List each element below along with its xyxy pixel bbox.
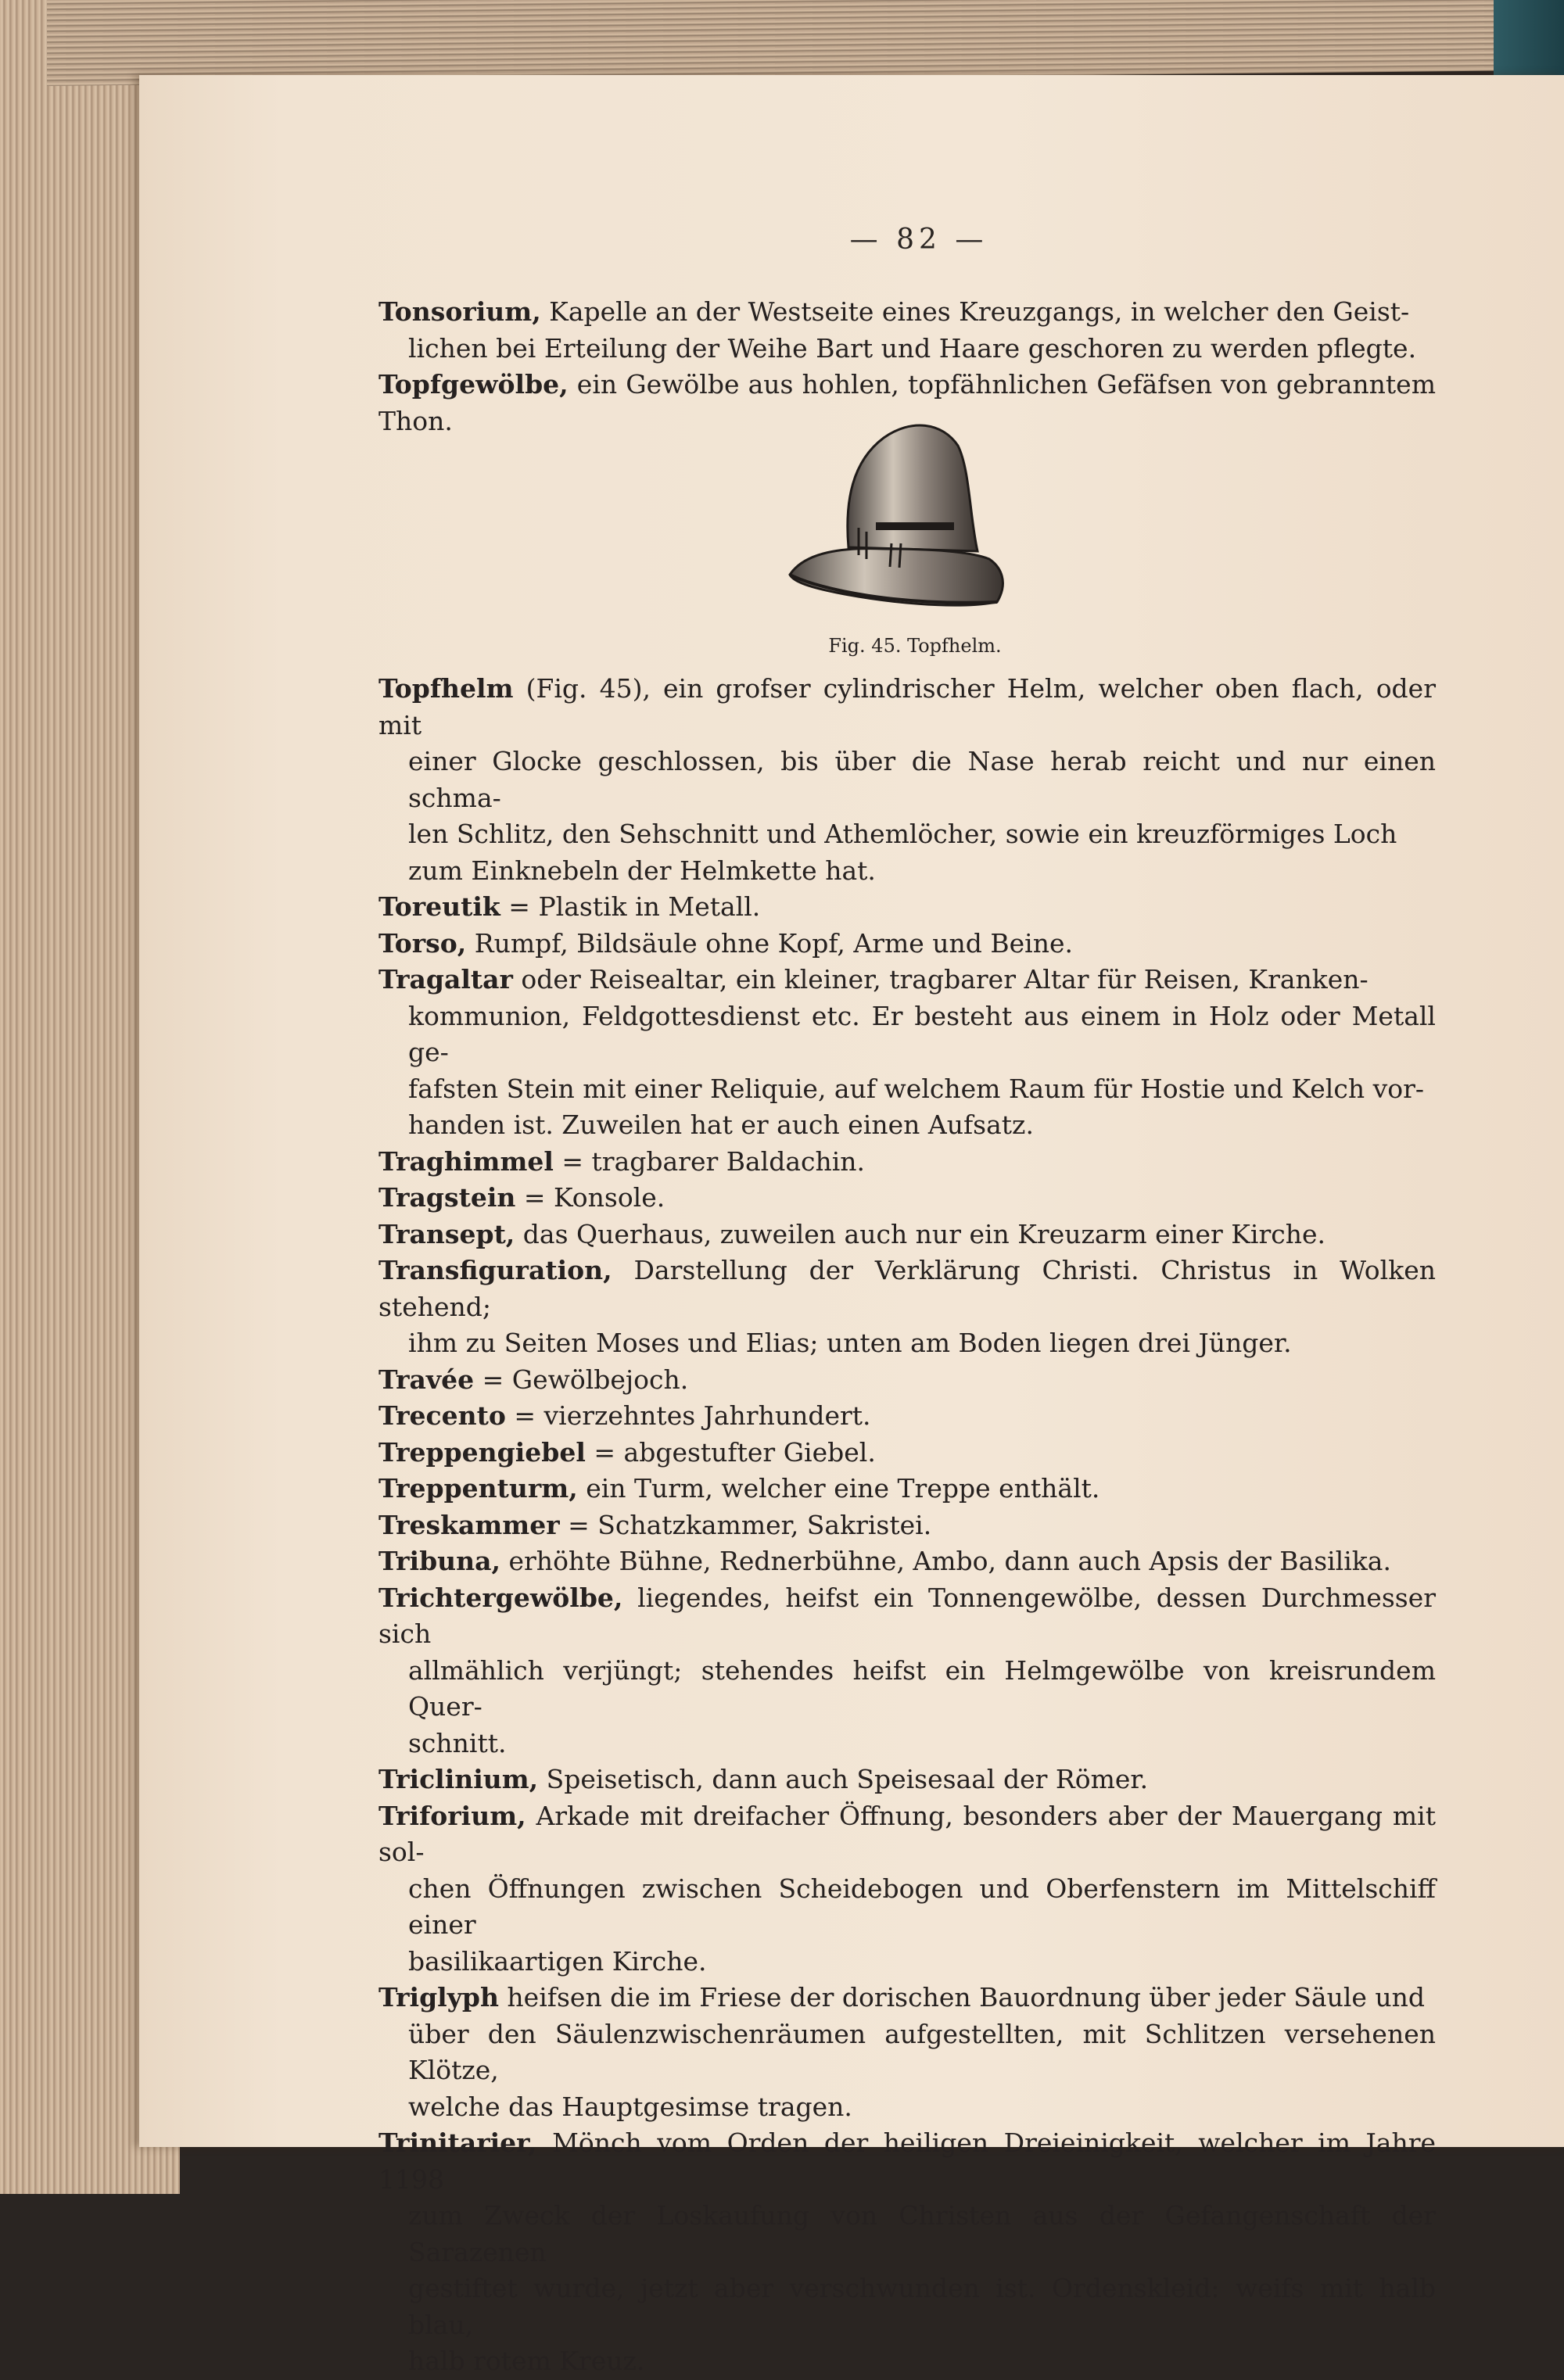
entry-text: (Fig. 45), ein grofser cylindrischer Helm, welcher oben flach, oder mit xyxy=(378,673,1436,740)
glossary-entry xyxy=(378,1144,1436,1181)
entry-text: fafsten Stein mit einer Reliquie, auf welchem Raum für Hostie und Kelch vor- xyxy=(408,1073,1425,1104)
entry-term: Treskammer xyxy=(378,1509,560,1540)
entry-term: Treppenturm, xyxy=(378,1473,578,1504)
entry-text: chen Öffnungen zwischen Scheidebogen und Oberfenstern im Mittelschiff einer xyxy=(408,1873,1436,1940)
entry-text: ein Turm, welcher eine Treppe enthält. xyxy=(577,1473,1100,1504)
glossary-entry xyxy=(378,1507,1436,1544)
entry-text: ein Gewölbe aus hohlen, topfähnlichen Gefäfsen von gebranntem Thon. xyxy=(378,369,1436,436)
entry-text: = Plastik in Metall. xyxy=(500,891,761,922)
entry-text: len Schlitz, den Sehschnitt und Athemlöcher, sowie ein kreuzförmiges Loch xyxy=(408,819,1397,849)
entry-term: Traghimmel xyxy=(378,1145,554,1177)
entry-text: Kapelle an der Westseite eines Kreuzgangs, in welcher den Geist- xyxy=(540,296,1410,327)
entry-text: ihm zu Seiten Moses und Elias; unten am Boden liegen drei Jünger. xyxy=(408,1328,1292,1358)
entry-text: Arkade mit dreifacher Öffnung, besonders aber der Mauergang mit sol- xyxy=(378,1800,1436,1867)
entry-term: Transfiguration, xyxy=(378,1255,612,1285)
glossary-entry xyxy=(378,671,1436,889)
glossary-entry xyxy=(378,1580,1436,1762)
entry-text: heifsen die im Friese der dorischen Bauordnung über jeder Säule und xyxy=(498,1982,1426,2013)
entry-text: erhöhte Bühne, Rednerbühne, Ambo, dann auch Apsis der Basilika. xyxy=(500,1546,1391,1576)
entry-term: Triclinium, xyxy=(378,1764,539,1794)
page-edges-top xyxy=(47,0,1564,86)
entry-text: lichen bei Erteilung der Weihe Bart und Haare geschoren zu werden pflegte. xyxy=(408,332,1417,364)
entry-text: halb rotem Kreuz. xyxy=(408,2346,645,2376)
figure-caption: Fig. 45. Topfhelm. xyxy=(828,635,1002,657)
glossary-entry xyxy=(378,962,1436,1144)
glossary-entry xyxy=(378,1362,1436,1399)
entry-term: Trichtergewölbe, xyxy=(378,1582,623,1613)
entry-text: kommunion, Feldgottesdienst etc. Er besteht aus einem in Holz oder Metall ge- xyxy=(408,1000,1436,1067)
binding-tape xyxy=(1494,0,1564,86)
entry-text: handen ist. Zuweilen hat er auch einen Aufsatz. xyxy=(408,1109,1034,1140)
entry-text: zum Einknebeln der Helmkette hat. xyxy=(408,855,876,886)
entry-text: = tragbarer Baldachin. xyxy=(553,1145,866,1177)
page-number: — 82 — xyxy=(849,224,988,256)
entry-text: welche das Hauptgesimse tragen. xyxy=(408,2091,852,2122)
glossary-entry xyxy=(378,1543,1436,1580)
entry-text: über den Säulenzwischenräumen aufgestellten, mit Schlitzen versehenen Klötze, xyxy=(408,2018,1436,2085)
glossary-entry xyxy=(378,1980,1436,2125)
entry-term: Tragaltar xyxy=(378,964,513,995)
glossary-entry xyxy=(378,1217,1436,1253)
entry-term: Tragstein xyxy=(378,1182,516,1213)
glossary-entry xyxy=(378,1762,1436,1798)
entry-text: Mönch vom Orden der heiligen Dreieinigkeit, welcher im Jahre 1198 xyxy=(378,2127,1436,2195)
entry-text: basilikaartigen Kirche. xyxy=(408,1945,707,1977)
glossary-entry xyxy=(378,1471,1436,1507)
entry-text: schnitt. xyxy=(408,1727,507,1758)
entry-text: das Querhaus, zuweilen auch nur ein Kreuzarm einer Kirche. xyxy=(515,1218,1325,1249)
entries-bottom xyxy=(378,671,1436,2380)
glossary-entry xyxy=(378,294,1436,367)
entry-text: Rumpf, Bildsäule ohne Kopf, Arme und Beine. xyxy=(466,927,1074,959)
entry-term: Tonsorium, xyxy=(378,296,541,327)
entry-term: Topfgewölbe, xyxy=(378,369,569,400)
glossary-entry xyxy=(378,1398,1436,1435)
entry-term: Torso, xyxy=(378,927,467,959)
glossary-entry xyxy=(378,1253,1436,1362)
glossary-entry xyxy=(378,1180,1436,1217)
entry-term: Trinitarier, xyxy=(378,2127,537,2158)
entry-text: Darstellung der Verklärung Christi. Christus in Wolken stehend; xyxy=(378,1255,1436,1322)
entry-text: zum Zweck der Loskaufung von Christen aus der Gefangenschaft der Sarazenen xyxy=(408,2200,1436,2267)
entry-term: Toreutik xyxy=(378,891,500,922)
entry-text: gestiftet wurde, jetzt aber verschwunden ist. Ordenskleid: weifs mit halb blau, xyxy=(408,2273,1436,2340)
entry-text: einer Glocke geschlossen, bis über die Nase herab reicht und nur einen schma- xyxy=(408,746,1436,813)
topfhelm-illustration xyxy=(774,414,1040,625)
entry-term: Tribuna, xyxy=(378,1546,501,1576)
entry-text: liegendes, heifst ein Tonnengewölbe, dessen Durchmesser sich xyxy=(378,1582,1436,1649)
entry-text: = Schatzkammer, Sakristei. xyxy=(559,1509,932,1540)
glossary-entry xyxy=(378,889,1436,926)
entry-text: = vierzehntes Jahrhundert. xyxy=(505,1400,871,1431)
entry-term: Treppengiebel xyxy=(378,1436,586,1468)
glossary-entry xyxy=(378,2125,1436,2380)
entry-text: Speisetisch, dann auch Speisesaal der Römer. xyxy=(538,1764,1149,1794)
entry-term: Triforium, xyxy=(378,1800,526,1831)
entry-text: oder Reisealtar, ein kleiner, tragbarer Altar für Reisen, Kranken- xyxy=(512,964,1368,995)
entry-term: Transept, xyxy=(378,1218,515,1249)
entry-text: = Konsole. xyxy=(515,1182,665,1213)
entry-text: allmählich verjüngt; stehendes heifst ein Helmgewölbe von kreisrundem Quer- xyxy=(408,1654,1436,1722)
entry-term: Topfhelm xyxy=(378,673,514,704)
glossary-entry xyxy=(378,1435,1436,1471)
entry-term: Trecento xyxy=(378,1400,506,1431)
entry-term: Travée xyxy=(378,1364,475,1395)
glossary-entry xyxy=(378,926,1436,962)
entry-text: = abgestufter Giebel. xyxy=(585,1436,876,1468)
entry-term: Triglyph xyxy=(378,1982,499,2013)
entry-text: = Gewölbejoch. xyxy=(474,1364,689,1395)
glossary-entry xyxy=(378,1798,1436,1980)
